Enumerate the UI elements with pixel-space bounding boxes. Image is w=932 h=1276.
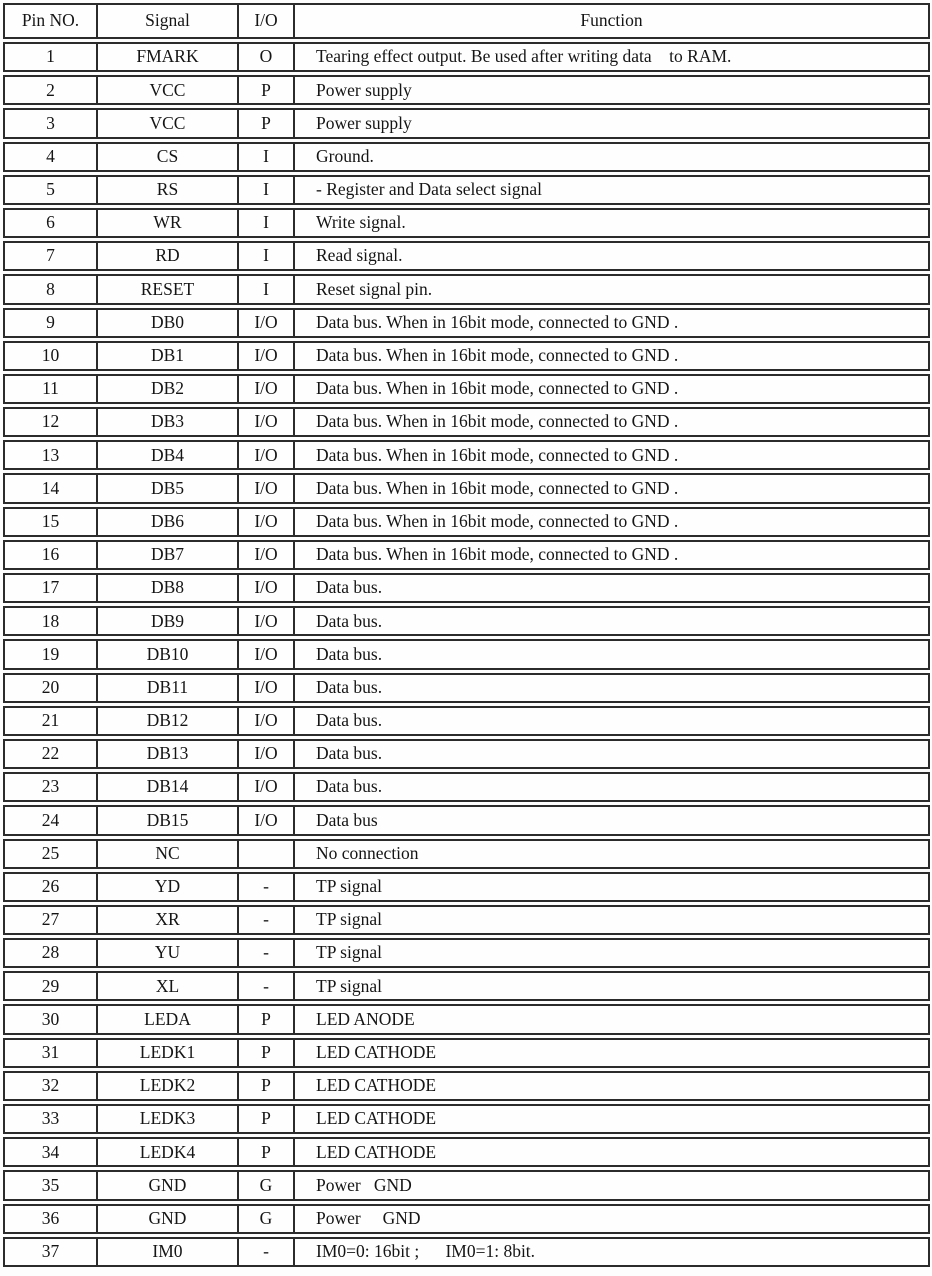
cell-pin-no: 9 [5,310,98,336]
cell-signal: GND [98,1172,239,1198]
cell-io: G [239,1172,295,1198]
cell-function: LED ANODE [316,1008,415,1029]
cell-pin-no: 36 [5,1206,98,1232]
table-row [3,142,930,172]
table-row [3,407,930,437]
table-row [3,1104,930,1134]
table-row [3,274,930,304]
table-row [3,1204,930,1234]
table-row [3,175,930,205]
cell-io: P [239,1073,295,1099]
table-row [3,1004,930,1034]
cell-signal: VCC [98,77,239,103]
cell-io: P [239,1040,295,1066]
cell-signal: LEDK1 [98,1040,239,1066]
cell-signal: DB11 [98,675,239,701]
cell-pin-no: 16 [5,542,98,568]
cell-signal: GND [98,1206,239,1232]
table-row [3,839,930,869]
cell-io: I [239,276,295,302]
cell-io: I/O [239,343,295,369]
cell-function: - Register and Data select signal [316,179,542,200]
cell-signal: DB2 [98,376,239,402]
pin-description-table [3,3,930,1270]
cell-function: Reset signal pin. [316,278,433,299]
cell-pin-no: 14 [5,475,98,501]
cell-function: Power supply [316,79,412,100]
table-row [3,507,930,537]
table-row [3,573,930,603]
cell-io: I/O [239,807,295,833]
cell-io: I/O [239,575,295,601]
cell-function: Data bus. [316,710,383,731]
cell-function: TP signal [316,975,382,996]
cell-io: I/O [239,409,295,435]
cell-signal: DB0 [98,310,239,336]
cell-function: Data bus. [316,577,383,598]
cell-pin-no: 18 [5,608,98,634]
cell-io: I/O [239,675,295,701]
cell-signal: XL [98,973,239,999]
table-row [3,938,930,968]
table-body [3,42,930,1267]
cell-pin-no: 10 [5,343,98,369]
cell-signal: DB5 [98,475,239,501]
cell-signal: DB14 [98,774,239,800]
cell-pin-no: 35 [5,1172,98,1198]
cell-function: Data bus [316,809,378,830]
table-row [3,108,930,138]
cell-function: Data bus. When in 16bit mode, connected to GND . [316,544,679,565]
cell-pin-no: 30 [5,1006,98,1032]
table-row [3,241,930,271]
cell-function: Read signal. [316,245,403,266]
cell-pin-no: 23 [5,774,98,800]
cell-pin-no: 33 [5,1106,98,1132]
cell-function: Tearing effect output. Be used after writing data to RAM. [316,46,732,67]
table-row [3,1071,930,1101]
cell-signal: DB3 [98,409,239,435]
cell-pin-no: 27 [5,907,98,933]
cell-io: I/O [239,442,295,468]
table-row [3,739,930,769]
cell-function: TP signal [316,876,382,897]
cell-pin-no: 8 [5,276,98,302]
cell-signal: RD [98,243,239,269]
cell-signal: RS [98,177,239,203]
cell-signal: DB6 [98,509,239,535]
cell-pin-no: 34 [5,1139,98,1165]
cell-pin-no: 20 [5,675,98,701]
cell-signal: DB12 [98,708,239,734]
cell-io: I/O [239,741,295,767]
cell-function: Data bus. When in 16bit mode, connected to GND . [316,311,679,332]
table-row [3,606,930,636]
cell-function: Data bus. [316,643,383,664]
cell-io: I/O [239,774,295,800]
header-pin-no: Pin NO. [5,5,98,37]
cell-signal: RESET [98,276,239,302]
cell-function: Ground. [316,145,374,166]
cell-signal: DB9 [98,608,239,634]
cell-signal: DB8 [98,575,239,601]
header-io: I/O [239,5,295,37]
cell-function: LED CATHODE [316,1075,437,1096]
cell-function: Power GND [316,1207,421,1228]
table-row [3,872,930,902]
cell-function: Data bus. When in 16bit mode, connected to GND . [316,477,679,498]
cell-function: Power supply [316,112,412,133]
cell-signal: LEDK4 [98,1139,239,1165]
cell-pin-no: 37 [5,1239,98,1265]
cell-function: No connection [316,842,419,863]
cell-io: I/O [239,608,295,634]
cell-signal: DB13 [98,741,239,767]
cell-function: Write signal. [316,212,406,233]
table-row [3,440,930,470]
cell-pin-no: 6 [5,210,98,236]
cell-io: - [239,973,295,999]
cell-pin-no: 25 [5,841,98,867]
cell-signal: YU [98,940,239,966]
cell-pin-no: 29 [5,973,98,999]
cell-pin-no: 11 [5,376,98,402]
cell-pin-no: 12 [5,409,98,435]
cell-pin-no: 7 [5,243,98,269]
table-row [3,308,930,338]
cell-io: I/O [239,475,295,501]
cell-signal: LEDA [98,1006,239,1032]
header-function: Function [580,10,643,31]
table-row [3,1170,930,1200]
cell-signal: DB4 [98,442,239,468]
cell-io: I/O [239,708,295,734]
cell-io: P [239,110,295,136]
table-row [3,905,930,935]
cell-io: P [239,1139,295,1165]
cell-pin-no: 13 [5,442,98,468]
cell-signal: YD [98,874,239,900]
table-row [3,971,930,1001]
cell-pin-no: 19 [5,641,98,667]
table-row [3,1038,930,1068]
table-row [3,473,930,503]
cell-signal: LEDK3 [98,1106,239,1132]
table-row [3,639,930,669]
table-row [3,673,930,703]
table-row [3,772,930,802]
cell-function: Data bus. When in 16bit mode, connected to GND . [316,378,679,399]
table-row [3,805,930,835]
cell-function: Data bus. When in 16bit mode, connected to GND . [316,411,679,432]
table-row [3,208,930,238]
cell-function: LED CATHODE [316,1041,437,1062]
cell-function: Data bus. When in 16bit mode, connected to GND . [316,444,679,465]
cell-pin-no: 4 [5,144,98,170]
cell-pin-no: 28 [5,940,98,966]
table-row [3,374,930,404]
cell-signal: NC [98,841,239,867]
cell-pin-no: 21 [5,708,98,734]
cell-function: Data bus. [316,676,383,697]
cell-io: P [239,1106,295,1132]
cell-function: TP signal [316,909,382,930]
cell-signal: DB10 [98,641,239,667]
table-row [3,42,930,72]
cell-io: - [239,1239,295,1265]
cell-pin-no: 31 [5,1040,98,1066]
cell-io: I [239,144,295,170]
cell-signal: FMARK [98,44,239,70]
cell-io: I/O [239,310,295,336]
cell-pin-no: 32 [5,1073,98,1099]
cell-signal: DB15 [98,807,239,833]
cell-io: - [239,874,295,900]
cell-signal: IM0 [98,1239,239,1265]
table-row [3,341,930,371]
header-signal: Signal [98,5,239,37]
cell-function: Data bus. When in 16bit mode, connected to GND . [316,345,679,366]
cell-function: Power GND [316,1174,412,1195]
cell-function: LED CATHODE [316,1108,437,1129]
cell-function: Data bus. When in 16bit mode, connected to GND . [316,510,679,531]
cell-pin-no: 15 [5,509,98,535]
cell-io [239,841,295,867]
cell-function: TP signal [316,942,382,963]
cell-pin-no: 26 [5,874,98,900]
cell-signal: WR [98,210,239,236]
cell-io: G [239,1206,295,1232]
cell-io: I/O [239,376,295,402]
cell-function: Data bus. [316,776,383,797]
cell-io: I [239,243,295,269]
cell-pin-no: 17 [5,575,98,601]
cell-pin-no: 22 [5,741,98,767]
cell-io: O [239,44,295,70]
table-row [3,1137,930,1167]
cell-function: LED CATHODE [316,1141,437,1162]
cell-function: Data bus. [316,610,383,631]
cell-io: P [239,77,295,103]
cell-io: I [239,177,295,203]
table-row [3,75,930,105]
table-header-row [3,3,930,39]
cell-function: Data bus. [316,743,383,764]
cell-pin-no: 1 [5,44,98,70]
cell-io: I/O [239,641,295,667]
cell-signal: DB7 [98,542,239,568]
cell-signal: LEDK2 [98,1073,239,1099]
table-row [3,1237,930,1267]
cell-io: I/O [239,509,295,535]
cell-pin-no: 3 [5,110,98,136]
cell-pin-no: 2 [5,77,98,103]
cell-io: - [239,940,295,966]
cell-io: P [239,1006,295,1032]
cell-signal: DB1 [98,343,239,369]
cell-io: I/O [239,542,295,568]
cell-signal: VCC [98,110,239,136]
cell-pin-no: 5 [5,177,98,203]
cell-io: - [239,907,295,933]
cell-io: I [239,210,295,236]
cell-signal: CS [98,144,239,170]
cell-function: IM0=0: 16bit ; IM0=1: 8bit. [316,1241,536,1262]
table-row [3,706,930,736]
cell-signal: XR [98,907,239,933]
table-row [3,540,930,570]
cell-pin-no: 24 [5,807,98,833]
